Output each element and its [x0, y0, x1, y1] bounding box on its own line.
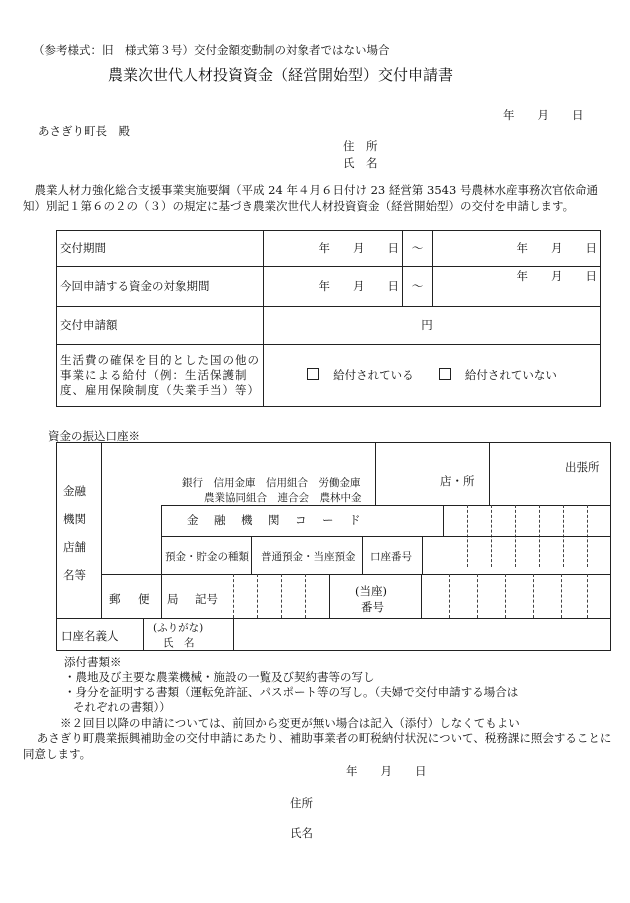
consent-address-label: 住所	[290, 796, 313, 810]
bank-label-line2: 機関	[63, 512, 86, 526]
applicant-address-label: 住 所	[343, 139, 378, 153]
post-symbol-label: 記号	[195, 592, 218, 606]
current-tilde: 〜	[403, 267, 433, 307]
post-dash-2	[257, 574, 258, 618]
reference-note: （参考様式：旧 様式第３号）交付金額変動制の対象者ではない場合	[33, 43, 390, 57]
benefit-yes-label: 給付されている	[333, 368, 414, 383]
furigana-label: (ふりがな)	[153, 622, 204, 634]
bank-name-divider	[375, 443, 376, 505]
consent-text: あさぎり町農業振興補助金の交付申請にあたり、補助事業者の町税納付状況について、税務課に照会することに同意します。	[23, 731, 612, 761]
post-dash-5	[449, 574, 450, 618]
bank-code-label: 金 融 機 関 コ ー ド	[187, 513, 363, 527]
attachment-item-1: ・農地及び主要な農業機械・施設の一覧及び契約書等の写し	[64, 670, 375, 684]
bank-section-title: 資金の振込口座※	[48, 429, 140, 443]
current-end-field[interactable]: 年 月 日	[433, 267, 601, 307]
post-dash-8	[533, 574, 534, 618]
attachment-item-2b: それぞれの書類））	[73, 700, 171, 714]
amount-label: 交付申請額	[57, 307, 264, 345]
holder-row-top	[57, 618, 610, 619]
post-dash-1	[233, 574, 234, 618]
post-dash-10	[587, 574, 588, 618]
current-period-label: 今回申請する資金の対象期間	[57, 267, 264, 307]
deposit-type-label: 預金・貯金の種類	[165, 551, 249, 563]
holder-name-label: 氏 名	[163, 637, 195, 649]
post-office-label: 郵 便 局	[109, 592, 182, 606]
branch-office-label: 出張所	[565, 460, 600, 474]
post-dash-9	[561, 574, 562, 618]
holder-name-field[interactable]	[237, 621, 597, 645]
holder-divider-2	[233, 618, 234, 650]
attachment-item-2a: ・身分を証明する書類（運転免許証、パスポート等の写し。（夫婦で交付申請する場合は	[64, 685, 519, 699]
bank-types-line2: 農業協同組合 連合会 農林中金	[204, 492, 362, 504]
current-start-field[interactable]: 年 月 日	[264, 267, 403, 307]
bank-label-line4: 名等	[63, 568, 86, 582]
consent-name-label: 氏名	[290, 826, 313, 840]
amount-field[interactable]	[264, 307, 601, 345]
attachments-title: 添付書類※	[64, 655, 122, 669]
account-number-label: 口座番号	[370, 551, 412, 563]
holder-divider-1	[143, 618, 144, 650]
account-holder-label: 口座名義人	[61, 629, 119, 643]
bank-types-line1: 銀行 信用金庫 信用組合 労働金庫	[182, 477, 361, 489]
intro-paragraph: 農業人材力強化総合支援事業実施要綱（平成 24 年４月６日付け 23 経営第 3543 号農林水産事務次官依命通知）別記１第６の２の（３）の規定に基づき農業次世代人材投資資金（経営開始型）の交付を申請します。	[23, 183, 598, 214]
period-tilde: 〜	[403, 231, 433, 267]
post-divider	[329, 574, 330, 618]
post-number-divider	[421, 574, 422, 618]
period-end-field[interactable]: 年 月 日	[433, 231, 601, 267]
attachment-note: ※２回目以降の申請については、前回から変更が無い場合は記入（添付）しなくてもよい	[60, 716, 520, 730]
submission-date: 年 月 日	[503, 108, 584, 122]
post-dash-7	[505, 574, 506, 618]
form-title: 農業次世代人材投資資金（経営開始型）交付申請書	[108, 66, 454, 84]
deposit-divider-2	[362, 536, 363, 574]
other-benefit-label: 生活費の確保を目的とした国の他の事業による給付（例：生活保護制度、雇用保険制度（失業手当）等）	[57, 345, 264, 407]
bank-table	[56, 442, 611, 651]
period-start-field[interactable]: 年 月 日	[264, 231, 403, 267]
consent-date: 年 月 日	[346, 764, 427, 778]
applicant-name-label: 氏 名	[343, 156, 378, 170]
code-row-top	[161, 505, 610, 506]
application-table	[56, 230, 601, 407]
benefit-no-label: 給付されていない	[464, 368, 557, 383]
other-benefit-options	[264, 345, 601, 407]
post-dash-3	[281, 574, 282, 618]
code-divider	[443, 505, 444, 536]
post-dash-4	[305, 574, 306, 618]
bank-label-line1: 金融	[63, 484, 86, 498]
deposit-row-top	[161, 536, 610, 537]
post-dash-6	[477, 574, 478, 618]
period-label: 交付期間	[57, 231, 264, 267]
benefit-yes-checkbox[interactable]	[307, 368, 319, 380]
bank-label-line3: 店舗	[63, 540, 86, 554]
deposit-type-value[interactable]: 普通預金・当座預金	[261, 551, 356, 563]
benefit-no-checkbox[interactable]	[439, 368, 451, 380]
post-number-label-1: (当座)	[355, 584, 387, 598]
deposit-divider-1	[251, 536, 252, 574]
amount-unit: 円	[421, 318, 433, 333]
addressee: あさぎり町長 殿	[38, 124, 130, 138]
deposit-divider-3	[422, 536, 423, 574]
bank-left-label	[57, 443, 102, 618]
post-number-label-2: 番号	[361, 600, 384, 614]
branch-label: 店・所	[440, 474, 475, 488]
branch-divider	[489, 443, 490, 505]
